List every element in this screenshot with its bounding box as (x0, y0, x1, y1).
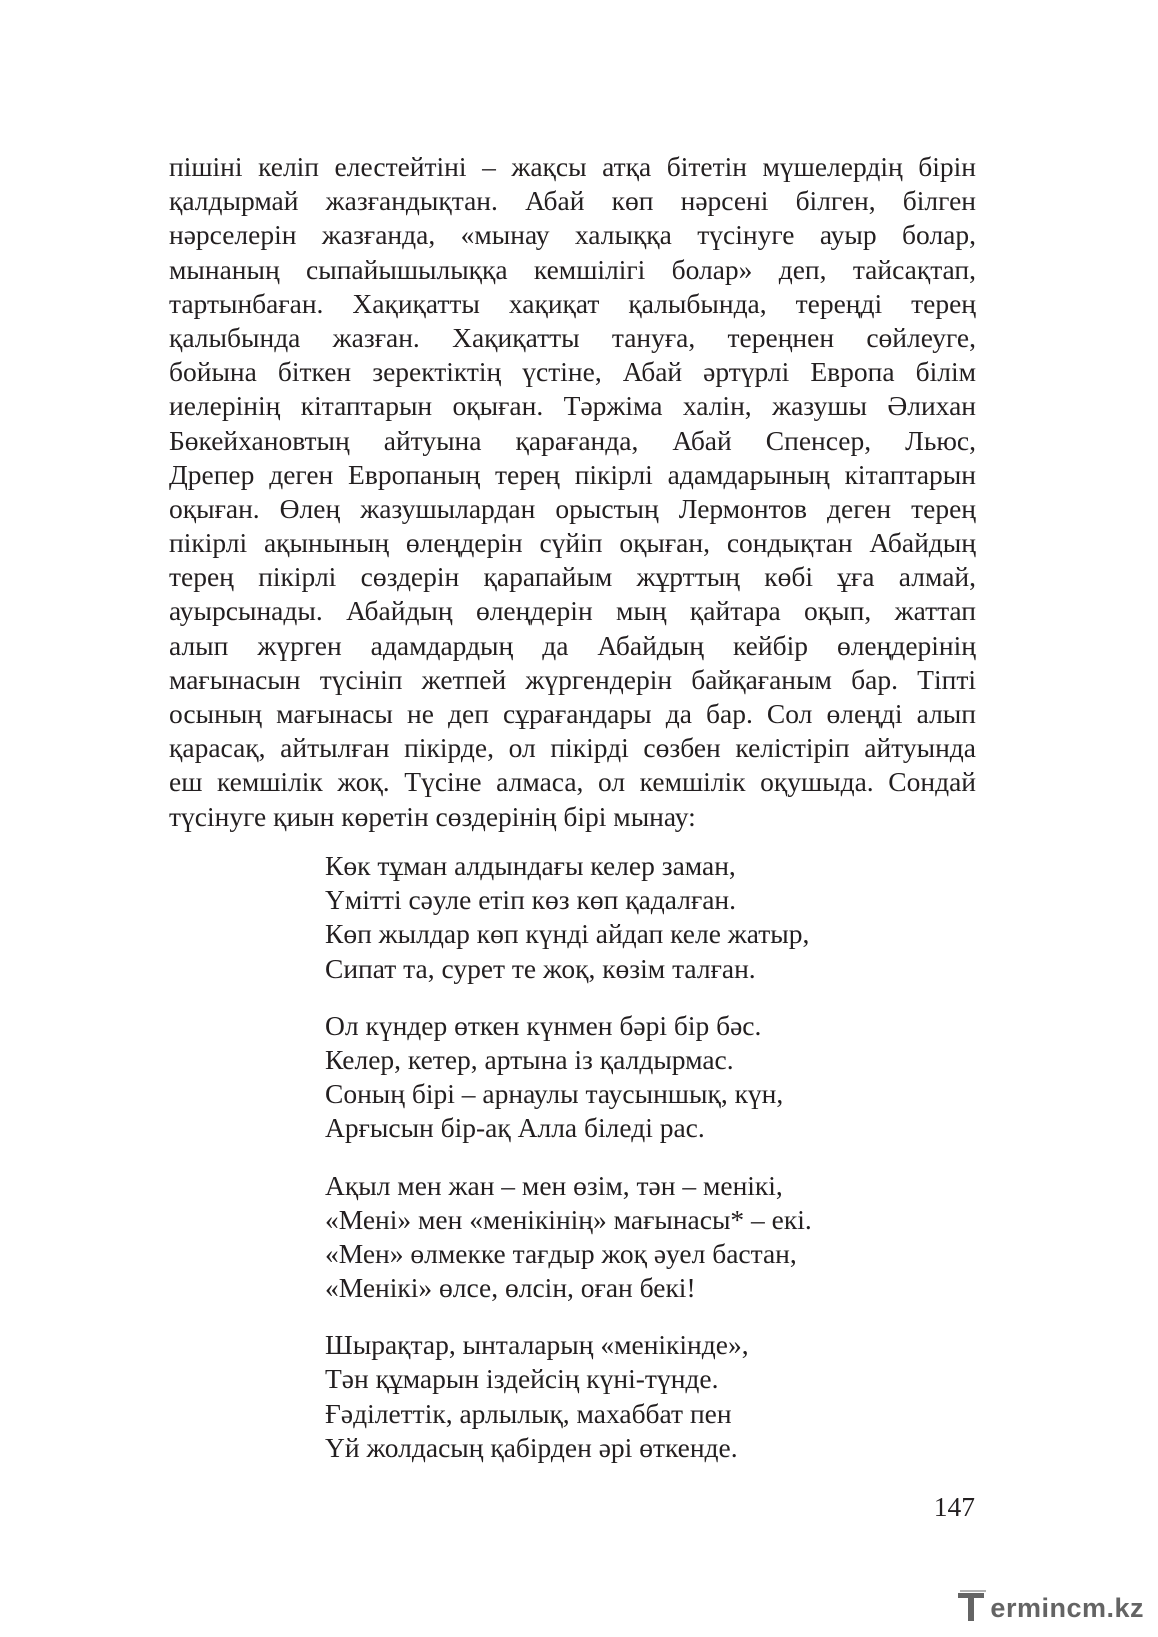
poem-verse: Шырақтар, ынталарың «менікінде», (325, 1329, 749, 1361)
poem-stanza (325, 849, 812, 986)
poem-verse: Үй жолдасың қабірден әрі өткенде. (325, 1431, 738, 1463)
paragraph-line: қалдырмай жазғандықтан. Абай көп нәрсені білген, білген (169, 185, 976, 217)
poem-verse: «Мен» өлмекке тағдыр жоқ әуел бастан, (325, 1237, 797, 1269)
paragraph-line: осының мағынасы не деп сұрағандары да бар. Сол өлеңді алып (169, 698, 976, 729)
poem-verse: «Менікі» өлсе, өлсін, оған бекі! (325, 1272, 696, 1304)
termincom-logo-icon (958, 1589, 988, 1623)
paragraph-line: түсінуге қиын көретін сөздерінің бірі мынау: (169, 800, 696, 832)
watermark-text: ermincm.kz (990, 1593, 1144, 1623)
paragraph-line: тартынбаған. Хақиқатты хақиқат қалыбында, тереңді терең (169, 287, 976, 319)
paragraph-line: иелерінің кітаптарын оқыған. Тәржіма халін, жазушы Әлихан (169, 390, 976, 422)
poem-verse: Үмітті сәуле етіп көз көп қадалған. (325, 884, 737, 916)
prose-paragraph (169, 150, 976, 834)
paragraph-line: алып жүрген адамдардың да Абайдың кейбір өлеңдерінің (169, 629, 976, 661)
paragraph-line: мынаның сыпайышылыққа кемшілігі болар» деп, тайсақтап, (169, 253, 976, 285)
paragraph-line: пікірлі ақынының өлеңдерін сүйіп оқыған, сондықтан Абайдың (169, 527, 976, 559)
paragraph-line: еш кемшілік жоқ. Түсіне алмаса, ол кемшілік оқушыда. Сондай (169, 766, 976, 798)
termincom-watermark (958, 1589, 1144, 1623)
poem-verse: Ақыл мен жан – мен өзім, тән – менікі, (325, 1169, 783, 1201)
poem-verse: «Мені» мен «менікінің» мағынасы* – екі. (325, 1203, 812, 1235)
poem (325, 849, 812, 1488)
paragraph-line: қарасақ, айтылған пікірде, ол пікірді сөзбен келістіріп айтуында (169, 732, 976, 764)
paragraph-line: оқыған. Өлең жазушылардан орыстың Лермонтов деген терең (169, 492, 976, 524)
paragraph-line: қалыбында жазған. Хақиқатты тануға, тереңнен сөйлеуге, (169, 321, 976, 353)
paragraph-line: бойына біткен зеректіктің үстіне, Абай әртүрлі Европа білім (169, 356, 976, 388)
poem-verse: Тән құмарын іздейсің күні-түнде. (325, 1363, 719, 1395)
poem-stanza (325, 1009, 812, 1146)
paragraph-line: терең пікірлі сөздерін қарапайым жұрттың көбі ұға алмай, (169, 561, 976, 593)
poem-stanza (325, 1169, 812, 1306)
paragraph-line: Дрепер деген Европаның терең пікірлі адамдарының кітаптарын (169, 458, 976, 490)
poem-verse: Көп жылдар көп күнді айдап келе жатыр, (325, 918, 810, 950)
paragraph-line: нәрселерін жазғанда, «мынау халыққа түсінуге ауыр болар, (169, 219, 976, 251)
poem-verse: Арғысын бір-ақ Алла біледі рас. (325, 1112, 705, 1144)
paragraph-line: пішіні келіп елестейтіні – жақсы атқа бітетін мүшелердің бірін (169, 151, 976, 182)
poem-verse: Сипат та, сурет те жоқ, көзім талған. (325, 952, 756, 984)
poem-verse: Соның бірі – арнаулы таусыншық, күн, (325, 1078, 784, 1110)
poem-verse: Келер, кетер, артына із қалдырмас. (325, 1043, 734, 1075)
paragraph-line: Бөкейхановтың айтуына қарағанда, Абай Спенсер, Льюс, (169, 424, 976, 456)
paragraph-line: ауырсынады. Абайдың өлеңдерін мың қайтара оқып, жаттап (169, 595, 976, 627)
poem-stanza (325, 1328, 812, 1465)
paragraph-line: мағынасын түсініп жетпей жүргендерін байқағаным бар. Тіпті (169, 663, 976, 695)
poem-verse: Көк тұман алдындағы келер заман, (325, 850, 736, 881)
page-number: 147 (933, 1491, 975, 1522)
poem-verse: Ғәділеттік, арлылық, махаббат пен (325, 1397, 732, 1429)
poem-verse: Ол күндер өткен күнмен бәрі бір бәс. (325, 1009, 762, 1041)
